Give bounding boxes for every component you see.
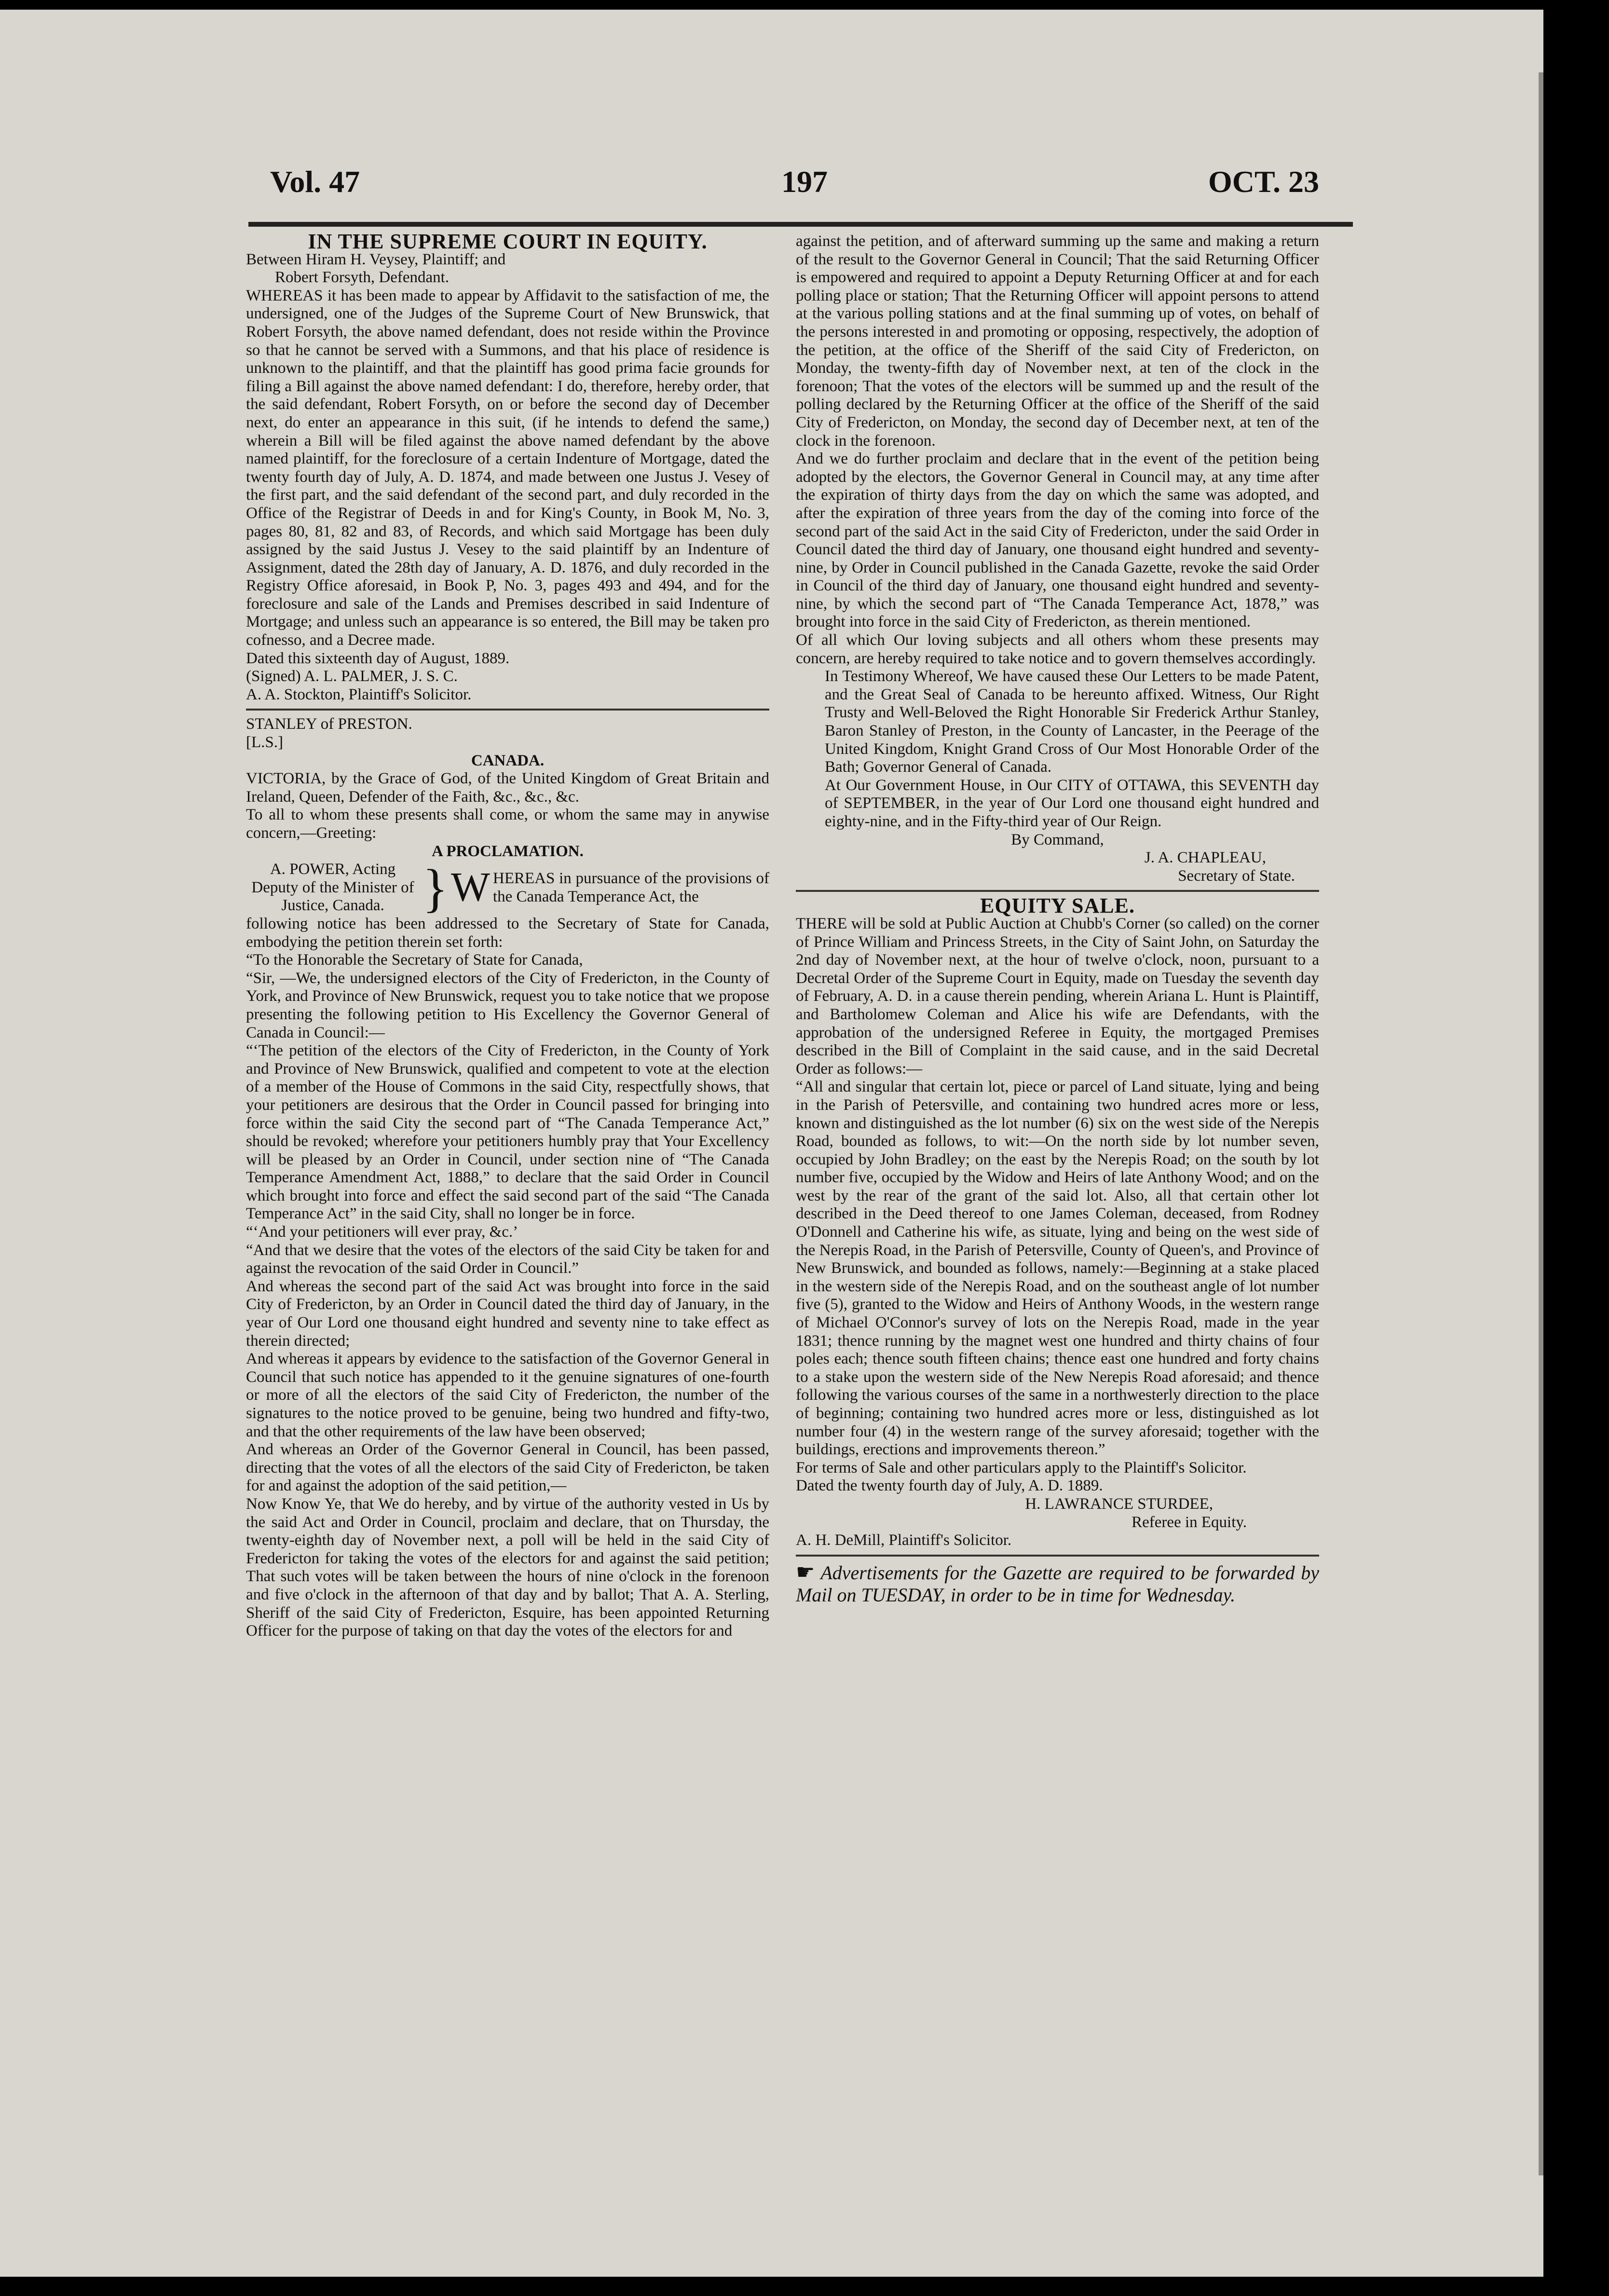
proc-title: A PROCLAMATION. — [432, 842, 584, 860]
equity-demill: A. H. DeMill, Plaintiff's Solicitor. — [796, 1531, 1012, 1549]
court-body: WHEREAS it has been made to appear by Affidavit to the satisfaction of me, the undersigned, one of the Judges of the Supreme Court of New Brunswick, that Robert Forsyth, the above named defendant, does not reside within the Province so that he cannot be served with a Summons, and that his place of residence is unknown to the plaintiff, and that the plaintiff has good prima facie grounds for filing a Bill against the above named defendant: I do, therefore, hereby order, that the said defendant, Robert Forsyth, on or before the second day of December next, do enter an appearance in this suit, (if he intends to defend the same,) wherein a Bill will be filed against the above named defendant by the above named plaintiff, for the foreclosure of a certain Indenture of Mortgage, dated the twenty fourth day of July, A. D. 1874, and made between one Justus J. Vesey of the first part, and the said defendant of the second part, and duly recorded in the Office of the Registrar of Deeds in and for King's County, in Book M, No. 3, pages 80, 81, 82 and 83, of Records, and which said Mortgage has been duly assigned by the said Justus J. Vesey to the said plaintiff by an Indenture of Assignment, dated the 28th day of January, A. D. 1876, and duly recorded in the Registry Office aforesaid, in Book P, No. 3, pages 493 and 494, and for the foreclosure and sale of the Lands and Premises described in said Indenture of Mortgage; and unless such an appearance is so entered, the Bill may be taken pro cofnesso, and a Decree made. — [246, 287, 769, 649]
proc-q1: “To the Honorable the Secretary of State for Canada, — [246, 951, 583, 969]
proc-now-know-ye: Now Know Ye, that We do hereby, and by virtue of the authority vested in Us by the said Act and Order in Council, proclaim and declare, that on Thursday, the twenty-eighth day of November next, a poll will be held in the said City of Fredericton for taking the votes of the electors for and against the said petition; That such votes will be taken between the hours of nine o'clock in the forenoon and five o'clock in the afternoon of that day and by ballot; That A. A. Sterling, Sheriff of the said City of Fredericton, Esquire, has been appointed Returning Officer for the purpose of taking on that day the votes of the electors for and — [246, 1495, 769, 1640]
left-column — [246, 232, 769, 1640]
proc-q3: “‘The petition of the electors of the City of Fredericton, in the County of York and Province of New Brunswick, qualified and competent to vote at the election of a member of the House of Commons in the said City, respectfully shows, that your petitioners are desirous that the Order in Council passed for bringing into force within the said City the second part of “The Canada Temperance Act,” should be revoked; wherefore your petitioners humbly pray that Your Excellency will be pleased by an Order in Council, under section nine of “The Canada Temperance Amendment Act, 1888,” to declare that the said Order in Council which brought into force and effect the said second part of the said “The Canada Temperance Act” in the said City, shall no longer be in force. — [246, 1042, 769, 1223]
proc-p1: following notice has been addressed to the Secretary of State for Canada, embodying the petition therein set forth: — [246, 915, 769, 951]
equity-terms: For terms of Sale and other particulars apply to the Plaintiff's Solicitor. — [796, 1459, 1247, 1476]
court-solicitor: A. A. Stockton, Plaintiff's Solicitor. — [246, 685, 472, 703]
proc-q4: “‘And your petitioners will ever pray, &c.’ — [246, 1223, 518, 1241]
header-rule — [248, 222, 1353, 227]
proc-continued: against the petition, and of afterward summing up the same and making a return of the result to the Governor General in Council; That the said Returning Officer is empowered and required to appoint a Deputy Returning Officer at and for each polling place or station; That the Returning Officer will appoint persons to attend at the various polling stations and at the final summing up of votes, on behalf of the persons interested in and promoting or opposing, respectively, the adoption of the petition, at the office of the Sheriff of the said City of Fredericton, on Monday, the twenty-fifth day of November next, at ten of the clock in the forenoon; That the votes of the electors will be summed up and the result of the polling declared by the Returning Officer at the office of the Sheriff of the said City of Fredericton, on Monday, the second day of December next, at ten of the clock in the forenoon. — [796, 232, 1319, 450]
proc-whereas-3: And whereas an Order of the Governor General in Council, has been passed, directing that the votes of all the electors of the said City of Fredericton, be taken for and against the adoption of the said petition,— — [246, 1441, 769, 1495]
proc-further: And we do further proclaim and declare that in the event of the petition being adopted by the electors, the Governor General in Council may, at any time after the expiration of thirty days from the day on which the same was adopted, and after the expiration of three years from the day of the coming into force of the second part of the said Act in the said City of Fredericton, under the said Order in Council dated the third day of January, one thousand eight hundred and seventy-nine, by Order in Council published in the Canada Gazette, revoke the said Order in Council of the third day of January, one thousand eight hundred and seventy-nine, by which the second part of “The Canada Temperance Act, 1878,” was brought into force in the said City of Fredericton, as therein mentioned. — [796, 450, 1319, 631]
equity-quote: “All and singular that certain lot, piece or parcel of Land situate, lying and being in the Parish of Petersville, and containing two hundred acres more or less, known and distinguished as the lot number (6) six on the west side of the Nerepis Road, bounded as follows, to wit:—On the north side by lot number seven, occupied by John Bradley; on the east by the Nerepis Road; on the south by lot number five, occupied by the Widow and Heirs of late Anthony Wood; and on the west by the rear of the grant of the said lot. Also, all that certain other lot described in the Deed thereof to one James Coleman, deceased, from Rodney O'Donnell and Catherine his wife, as situate, lying and being on the west side of the Nerepis Road, in the Parish of Petersville, County of Queen's, and Province of New Brunswick, and bounded as follows, namely:—Beginning at a stake placed in the western side of the Nerepis Road, and on the southeast angle of lot number five (5), granted to the Widow and Heirs of Anthony Woods, in the western range of Michael O'Connor's survey of lots on the Nerepis Road, made in the year 1831; thence running by the magnet west one hundred and thirty chains of four poles each; thence south fifteen chains; thence east one hundred and forty chains to a stake upon the western side of the New Nerepis Road aforesaid; and thence following the various courses of the same in a northwesterly direction to the place of beginning; containing two hundred acres more or less, distinguished as lot number four (4) in the western range of the survey aforesaid; together with the buildings, erections and improvements thereon.” — [796, 1078, 1319, 1459]
section-divider — [246, 709, 769, 711]
issue-date: OCT. 23 — [1208, 164, 1319, 199]
pointing-hand-icon: ☛ — [796, 1560, 815, 1584]
brace-glyph: } — [423, 858, 448, 917]
equity-referee: Referee in Equity. — [1132, 1513, 1247, 1531]
section-divider — [796, 1555, 1319, 1557]
proc-q2: “Sir, —We, the undersigned electors of the City of Fredericton, in the County of York, and Province of New Brunswick, request you to take notice that we propose presenting the following petition to His Excellency the Governor General of Canada in Council:— — [246, 969, 769, 1041]
section-divider — [796, 890, 1319, 892]
gazette-page — [0, 10, 1543, 2277]
court-parties-2: Robert Forsyth, Defendant. — [275, 269, 450, 287]
proc-whereas-1: And whereas the second part of the said Act was brought into force in the said City of Fredericton, by an Order in Council dated the third day of January, in the year of Our Lord one thousand eight hundred and seventy nine to take effect as therein directed; — [246, 1277, 769, 1350]
court-signed: (Signed) A. L. PALMER, J. S. C. — [246, 668, 458, 685]
right-column — [796, 232, 1319, 1606]
proc-testimony: In Testimony Whereof, We have caused these Our Letters to be made Patent, and the Great Seal of Canada to be hereunto affixed. Witness, Our Right Trusty and Well-Beloved the Right Honorable Sir Frederick Arthur Stanley, Baron Stanley of Preston, in the County of Lancaster, in the Peerage of the United Kingdom, Knight Grand Cross of Our Most Honorable Order of the Bath; Governor General of Canada. — [825, 668, 1319, 776]
equity-body: THERE will be sold at Public Auction at Chubb's Corner (so called) on the corner of Prince William and Princess Streets, in the City of Saint John, on Saturday the 2nd day of November next, at the hour of twelve o'clock, noon, pursuant to a Decretal Order of the Supreme Court in Equity, made on Tuesday the seventh day of February, A. D. in a cause therein pending, wherein Ariana L. Hunt is Plaintiff, and Bartholomew Coleman and Alice his wife are Defendants, with the approbation of the undersigned Referee in Equity, the mortgaged Premises described in the Bill of Complaint in the said cause, and in the said Decretal Order as follows:— — [796, 915, 1319, 1078]
book-spine-edge — [1539, 72, 1543, 2175]
proc-canada: CANADA. — [471, 752, 545, 769]
proc-of-all: Of all which Our loving subjects and all others whom these presents may concern, are hereby required to take notice and to govern themselves accordingly. — [796, 631, 1319, 667]
court-dated: Dated this sixteenth day of August, 1889. — [246, 649, 510, 667]
court-parties-1: Between Hiram H. Veysey, Plaintiff; and — [246, 250, 506, 268]
proc-victoria: VICTORIA, by the Grace of God, of the United Kingdom of Great Britain and Ireland, Queen, Defender of the Faith, &c., &c., &c. — [246, 770, 769, 806]
proc-by-command: By Command, — [1011, 831, 1104, 848]
proc-at-our: At Our Government House, in Our CITY of OTTAWA, this SEVENTH day of SEPTEMBER, in the year of Our Lord one thousand eight hundred and eighty-nine, and in the Fifty-third year of Our Reign. — [825, 776, 1319, 830]
proc-brace-block — [246, 858, 769, 917]
proc-brace-right: WHEREAS in pursuance of the provisions of the Canada Temperance Act, the — [450, 863, 769, 910]
proc-secretary: Secretary of State. — [1178, 867, 1295, 885]
proc-to-all: To all to whom these presents shall come, or whom the same may in anywise concern,—Greeting: — [246, 806, 769, 842]
gazette-notice: ☛ Advertisements for the Gazette are required to be forwarded by Mail on TUESDAY, in order to be in time for Wednesday. — [796, 1560, 1320, 1606]
proc-q5: “And that we desire that the votes of the electors of the said City be taken for and against the revocation of the said Order in Council.” — [246, 1241, 769, 1277]
court-title: IN THE SUPREME COURT IN EQUITY. — [308, 230, 708, 253]
equity-title: EQUITY SALE. — [980, 894, 1135, 918]
page-number: 197 — [781, 164, 828, 199]
proc-ls: [L.S.] — [246, 734, 283, 752]
volume-number: Vol. 47 — [270, 164, 360, 199]
proc-brace-left: A. POWER, Acting Deputy of the Minister of Justice, Canada. — [251, 861, 414, 915]
equity-sturdee: H. LAWRANCE STURDEE, — [1025, 1495, 1213, 1513]
equity-dated: Dated the twenty fourth day of July, A. D. 1889. — [796, 1477, 1103, 1495]
proc-stanley: STANLEY of PRESTON. — [246, 715, 412, 733]
proc-chapleau: J. A. CHAPLEAU, — [1144, 849, 1266, 867]
proc-whereas-2: And whereas it appears by evidence to the satisfaction of the Governor General in Council that such notice has appended to it the genuine signatures of one-fourth or more of all the electors of the said City of Fredericton, the number of the signatures to the notice proved to be genuine, being two hundred and fifty-two, and that the other requirements of the law have been observed; — [246, 1350, 769, 1440]
